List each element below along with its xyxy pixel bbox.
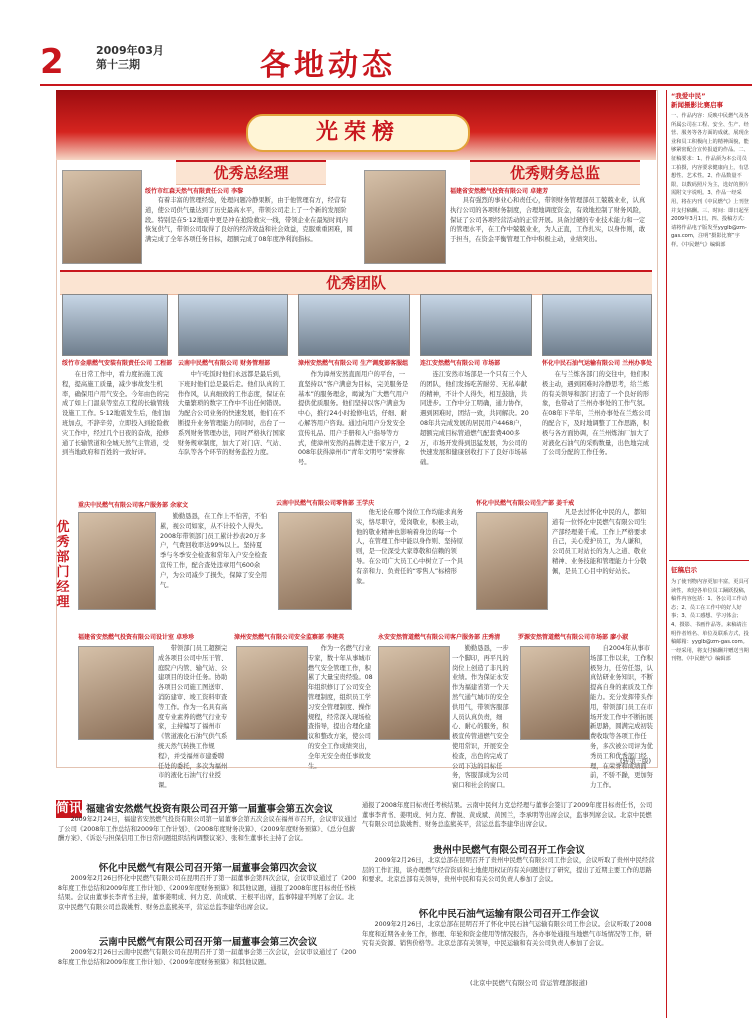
dept-portrait-2 bbox=[278, 512, 352, 610]
team-text-5: 在与兰炼各部门的交往中，他们积极主动，遇到困难时冷静思考，给兰炼的有关领导和部门打造了一个良好的形象，也带动了兰州办事处的工作气氛。在08年下半年，兰州办事处在兰炼公司的配合下，及时地调整了工作思路，积极与各方面协调，在兰州炼油厂加大了对液化石油气的采购数量，出色地完成了公司分配的工作任务。 bbox=[542, 371, 651, 457]
news-title-4: 贵州中民燃气有限公司召开工作会议 bbox=[432, 845, 585, 856]
issue-text: 第十三期 bbox=[96, 58, 140, 71]
page-number: 2 bbox=[40, 42, 64, 82]
dept-caption-3: 怀化中民燃气有限公司生产部 姜千戒 bbox=[476, 500, 575, 507]
section-title: 各地动态 bbox=[260, 48, 396, 83]
team-photo-5 bbox=[542, 294, 652, 356]
dept-managers-vertical-title: 优秀部门经理 bbox=[56, 520, 70, 610]
date-text: 2009年03月 bbox=[96, 44, 164, 57]
header-rule bbox=[40, 84, 752, 86]
team-photo-2 bbox=[178, 294, 288, 356]
continued-note: (转第三版) bbox=[620, 757, 652, 765]
dept-portrait-1 bbox=[78, 512, 156, 610]
cfo-portrait bbox=[364, 170, 446, 264]
manager-portrait bbox=[62, 170, 142, 264]
cfo-caption: 福建省安然燃气投资有限公司 卓建芳 bbox=[450, 188, 549, 195]
news-text-2: 2009年2月26日怀化中民燃气有限公司在昆明召开了第一届董事会第四次会议，会议审议通过了《2008年度工作总结和2009年度工作计划》、《2009年度财务预算》和其他议题，通报了2008年度目标责任书核结果。会议由董事长李青书主持，董事姜明成、何力克、黄成斌、王根平出席，监事韩建平列席了会议。北京中民燃气有限公司总裁姚哲、财务总监熊英平，营运总监李建华出席会议。 bbox=[58, 875, 357, 911]
dept-caption-7: 罗源安然管道燃气有限公司市场部 廖小淑 bbox=[518, 634, 629, 641]
team-text-1: 在日常工作中，看力度拓施工流程，提高施工质量，减少事故发生机率，确保用户用气安全。今年由色的完成了如上门温泉等室点工程的长输管线设施工工作。5·12地震发生后，他们加班加点，不辞辛劳，立即投入到抢险救灾工作中，经过几个日夜的奋战，抢修通了长输管道和全城天然气主管道，受到当地政府和百姓的一致好评。 bbox=[62, 371, 171, 457]
news-text-5: 2009年2月26日，北京总部在昆明召开了怀化中民石油气运输有限公司工作会议。会议听取了2008年度和近期各业务工作，修理、年轮和资金使用等情况报告，各办事处通报当地燃气市场情况等工作，研究有关资源、销售价格等。北京总部有关领导，中民运输和有关公司负责人参加了会议。 bbox=[362, 921, 652, 948]
dept-text-4: 带领部门员工超额完成各项目公司中压干管、庭院户内管、输气站、公建项目的设计任务。协助各项目公司施工图送审、消防建审、竣工资料审查等工作。作为一名具有高度专业素养的燃气行业专家，主持编写了福州市《管道液化石油气供气系统天然气转换工作规程》，并受福州市建委聘任处的委托，多次为福州市的液化石油气行业授课。 bbox=[158, 645, 228, 790]
news-text-4: 2009年2月26日，北京总部在昆明召开了贵州中民燃气有限公司工作会议，会议听取了贵州中民经营层的工作汇报，谈办理燃气经营资质和土地使用权证的有关问题进行了研究，提出了近期主要工作的思路和要求。北京总部有关领导，贵州中民和有关公司负责人参加了会议。 bbox=[362, 857, 655, 884]
dept-portrait-3 bbox=[476, 512, 548, 610]
news-text-1: 2009年2月24日，福建省安然燃气投资有限公司第一届董事会第五次会议在福州市召开，会议审议通过了公司《2008年工作总结和2009年工作计划》、《2008年度财务决算》、《2009年度财务预算》、《总分包薪酬方案》、《诉讼与担保信用工作日常问题组织结构调整议案》、张和生董事长主持了会议。 bbox=[58, 816, 357, 843]
team-caption-3: 漳州安然燃气有限公司 生产调度部客服组 bbox=[298, 360, 409, 367]
issue-date bbox=[96, 44, 164, 72]
dept-caption-4: 福建省安然燃气投资有限公司设计室 卓珍珍 bbox=[78, 634, 195, 641]
teams-banner: 优秀团队 bbox=[60, 270, 652, 295]
team-text-3: 作为漳州安然直面用户的平台，一直坚持以“客户满意为目标，完美服务是基本”的服务理念，竭诚为广大燃气用户提供优质服务。他们坚持以客户满意为中心，推行24小时抢修电话，仔细、耐心解答用户咨询。通过向用户分发安全宣传礼品、用户手册和入户指导等方式，使漳州安然的品牌走进千家万户，2008年获得漳州市“青年文明号”荣誉称号。 bbox=[298, 371, 410, 467]
dept-caption-2: 云南中民燃气有限公司零售部 王学庆 bbox=[276, 500, 375, 507]
team-photo-1 bbox=[62, 294, 168, 356]
news-text-3: 2009年2月26日云南中民燃气有限公司在昆明召开了第一届董事会第三次会议，会议审议通过了《2008年度工作总结和2009年度工作计划》、《2009年度财务预算》和其他议题。 bbox=[58, 949, 357, 966]
team-text-2: 中午吃饭时他们永远都是最后到，下班时他们总是最后走。他们认真的工作作风，认真细致的工作态度，保证在大量繁琐的数字工作中不出任何错误。为配合公司业务的快速发展，他们在不断提升业务管理能力的同时，出台了一系列财务管理办法，同时严格执行国家财务规章制度，加大了对门店、气站、车队等各个环节的财务监控力度。 bbox=[178, 371, 286, 457]
team-caption-1: 绥竹市金鼎燃气安装有限责任公司 工程部 bbox=[62, 360, 173, 367]
manager-text: 有着丰富的管理经验，处理问题冷静果断，由于他管理有方，经营有道，使公司供气量达到了历史最高水平，带领公司走上了一个新的发展阶段。特别是在5·12地震中更是冲在抢险救灾一线，带领企业在最短时间内恢复供气，带领公司取得了良好的经济效益和社会效益，克服重重困难，圆满完成了全年各项任务目标，超额完成了08年度净利润指标。 bbox=[145, 197, 353, 244]
news-label: 简讯 bbox=[56, 801, 83, 816]
cfo-text: 具有强烈的事业心和责任心，带领财务管理部员工兢兢业业，认真执行公司的各项财务制度，合理地调度资金，有效地控制了财务风险，保证了公司各项经营活动的正常开展。具备过硬的专业技术能力和一定的管理水平，在工作中兢兢业业，为人正直，工作扎实，以身作则，敢于担当，在资金平衡管理工作中积极主动，业绩突出。 bbox=[450, 197, 646, 244]
dept-text-5: 作为一名燃气行业专家，数十年从事城市燃气安全管理工作，积累了大量宝贵经验。08年组织修订了公司安全管理制度，组织员工学习安全管理制度、操作规程，经常深入现场检查指导，提出合理化建议和整改方案，使公司的安全工作成绩突出，全年无安全责任事故发生。 bbox=[308, 645, 373, 770]
sidebar-notice2-title: 征稿启示 bbox=[671, 566, 697, 574]
news-title-5: 怀化中民石油气运输有限公司召开工作会议 bbox=[418, 909, 600, 920]
news-title-1: 福建省安然燃气投资有限公司召开第一届董事会第五次会议 bbox=[86, 804, 334, 815]
team-text-4: 连江安然市场部是一个只有三个人的团队，他们发扬吃苦耐劳、无私奉献的精神，不计个人得失，相互鼓励，共同进步。工作中分工明确，通力协作，遇到困难时，团结一致，共同解决。2008年共完成发展的居民用户4468户，超额完成目标管道燃气配套费400多万，市场开发得到迅猛发展，为公司的快速发展和健康创收打下了良好市场基础。 bbox=[420, 371, 529, 467]
page-header bbox=[0, 0, 752, 86]
manager-caption: 绥竹市红森天然气有限责任公司 李黎 bbox=[145, 188, 244, 195]
best-cfo-banner: 优秀财务总监 bbox=[470, 160, 640, 185]
team-caption-5: 怀化中民石油气运输有限公司 兰州办事处 bbox=[542, 360, 653, 367]
honor-board-title: 光荣榜 bbox=[246, 114, 470, 152]
news-text-3-cont: 通报了2008年度目标责任考核结果。云南中民何力克总经理与董事会签订了2009年度目标责任书，公司董事李青书、姜明成、何力克、曹锐、黄成斌、黄国兰，李承明等出席会议，监事列席会议。北京中民燃气有限公司总裁姚哲、财务总监熊英平，营运总监李建华出席会议。 bbox=[362, 802, 653, 829]
sidebar-notice1-title: “我爱中民” 新闻摄影比赛启事 bbox=[671, 92, 723, 109]
dept-caption-5: 漳州安然燃气有限公司安全监察部 李建英 bbox=[234, 634, 345, 641]
news-title-3: 云南中民燃气有限公司召开第一届董事会第三次会议 bbox=[98, 937, 318, 948]
team-caption-4: 连江安然燃气有限公司 市场部 bbox=[420, 360, 501, 367]
team-photo-3 bbox=[298, 294, 410, 356]
dept-caption-6: 永安安然管道燃气有限公司客户服务部 庄秀清 bbox=[378, 634, 501, 641]
dept-text-7: 自2004年从事市场部工作以来，工作积极努力，任劳任怨，认真钻研业务知识，不断提高自身的素质及工作能力。充分发挥带头作用，带领部门员工在市场开发工作中不断拓展新思路，圆满完成初装费收取等各项工作任务，多次被公司评为优秀员工和优秀部门经理，在荣誉和成绩面前，不骄不躁，更加努力工作。 bbox=[590, 645, 653, 790]
sidebar bbox=[666, 90, 751, 1018]
team-photo-4 bbox=[420, 294, 532, 356]
dept-text-1: 勤勤恳恳，在工作上不怕苦，不怕累，视公司如家，从不计较个人得失。2008年带领部门员工累计抄表20万多户，气费回收率达99%以上。坚持夏季与冬季安全检查和常年入户安全检查宣传工作，配合查处违章用气600余户，为公司减少了损失，保障了安全用气。 bbox=[160, 513, 268, 589]
sidebar-divider bbox=[669, 560, 749, 561]
dept-text-2: 他无论在哪个岗位工作均能求真务实，恪尽职守，爱岗敬业，积极主动，他的敬业精神也影响着身边的每一个人，在管理工作中能以身作则、坚持原则，是一位深受大家尊敬和信赖的领导。在公司广大员工心中树立了一个具有亲和力、负责任的“零售人”标榜形象。 bbox=[356, 509, 464, 585]
news-title-2: 怀化中民燃气有限公司召开第一届董事会第四次会议 bbox=[98, 863, 318, 874]
dept-text-6: 勤勤恳恳，一步一个脚印，再平凡的岗位上创造了非凡的业绩。作为保证永安作为福建省第一个天然气通气城市的安全供用气，带领客服部人员认真负责，细心、耐心的服务，积极宣传管道燃气安全使用常识，开展安全检查，出色的完成了公司下达的目标任务，客服部成为公司窗口和社会的窗口。 bbox=[452, 645, 509, 790]
team-caption-2: 云南中民燃气有限公司 财务管理部 bbox=[178, 360, 271, 367]
sidebar-notice2-text: 为了使刊物内容更加丰富，更具可读性，欢迎各单位员工踊跃投稿，稿件内容包括：1、各公司工作动态；2、员工在工作中的好人好事；3、员工感想、学习体会；4、摄影、书画作品等。来稿请注明作者姓名、单位及联系方式，投稿邮箱：yyglb@zm-gas.com。一经采用，将支付稿酬并赠送当期刊物。《中民燃气》编辑部 bbox=[671, 579, 749, 663]
dept-caption-1: 重庆中民燃气有限公司客户服务部 余家文 bbox=[78, 502, 189, 509]
sidebar-notice1-text: 一、作品内容：反映中民燃气及各所属公司在工程、安全、生产、经营、服务等各方面的成就，展现企业和员工积极向上的精神面貌，能够紧密配合宣传报道的作品。二、征稿要求：1、作品须为本公司员工拍摄，内容要求健康向上，有思想性、艺术性。2、作品数量不限，以数码照片为主，选好的照片需附文字说明。3、作品一经采用，将在内刊《中民燃气》上刊登并支付稿酬。三、时间：即日起至2009年3月1日。四、投稿方式：请将作品电子版发至yyglb@zm-gas.com，注明“摄影比赛”字样。《中民燃气》编辑部 bbox=[671, 113, 749, 248]
news-source: (北京中民燃气有限公司 营运管理部报道) bbox=[470, 979, 588, 987]
best-manager-banner: 优秀总经理 bbox=[176, 160, 326, 185]
dept-text-3: 凡是去过怀化中民的人，都知道有一位怀化中民燃气有限公司生产部经理姜千戒。工作上严格要求自己，关心爱护员工，为人谦和，公司员工对站长的为人之道、敬业精神、业务技能和管理能力十分敬佩，是员工心目中的好站长。 bbox=[552, 509, 647, 575]
